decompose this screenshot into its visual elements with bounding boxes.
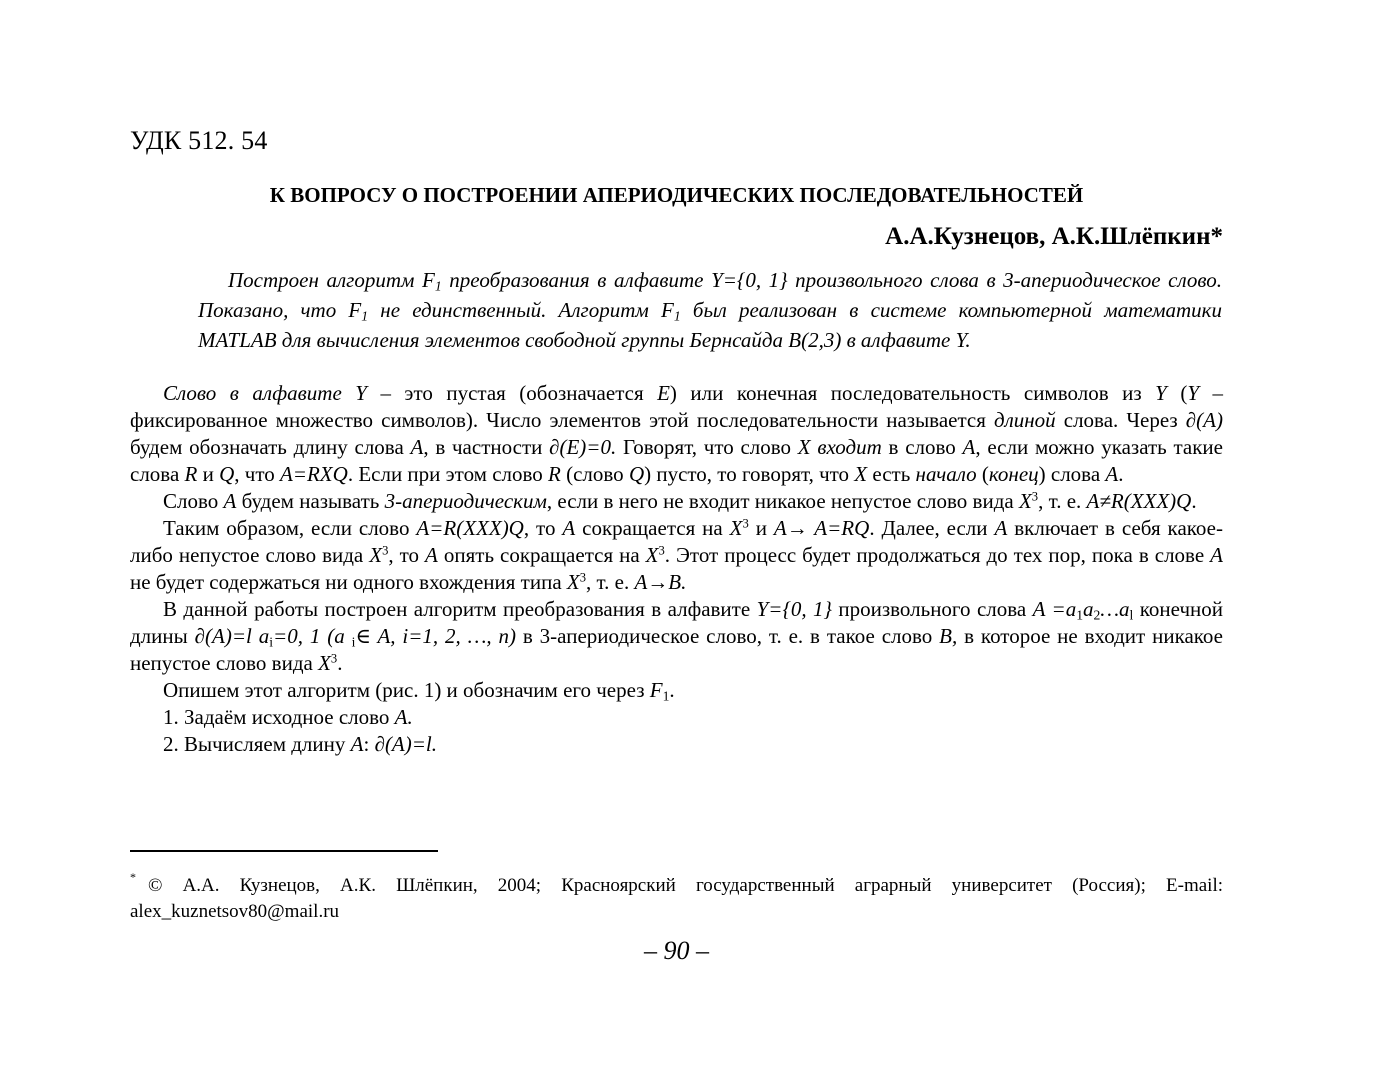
abstract: Построен алгоритм $F_1$ преобразования в алфавите Y={0, 1} произвольного слова в 3-апериодическое слово. Показано, что $F_1$ не единственный. Алгоритм $F_1$ был реализован в системе компьютерной математики MATLAB для вычисления элементов свободной группы Бернсайда B(2,3) в алфавите Y. [198,268,1222,352]
article-authors: А.А.Кузнецов, А.К.Шлёпкин* [885,223,1223,250]
paragraph-reduction: Таким образом, если слово A=R(XXX)Q, то A сокращается на $X^3$ и A→ A=RQ. Далее, если A включает в себя какое-либо непустое слово вида $X^3$, то A опять сокращается на $X^3$. Этот процесс будет продолжаться до тех пор, пока в слове A не будет содержаться ни одного вхождения типа $X^3$, т. е. A→B. [130,516,1223,594]
footnote-divider [130,850,438,852]
footnote-text: © А.А. Кузнецов, А.К. Шлёпкин, 2004; Красноярский государственный аграрный университет (Россия); E-mail: alex_kuznetsov80@mail.ru [130,875,1223,922]
paragraph-definition: Слово в алфавите Y – это пустая (обозначается E) или конечная последовательность символов из Y (Y – фиксированное множество символов). Число элементов этой последовательности называется длиной слова. Через ∂(A) будем обозначать длину слова A, в частности ∂(E)=0. Говорят, что слово X входит в слово A, если можно указать такие слова R и Q, что A=RXQ. Если при этом слово R (слово Q) пусто, то говорят, что X есть начало (конец) слова A. [130,381,1223,486]
article-body [130,380,1223,758]
footnote [130,864,1223,925]
udk-code: УДК 512. 54 [130,126,268,155]
paragraph-describe: Опишем этот алгоритм (рис. 1) и обозначим его через $F_1$. [163,678,675,704]
article-title: К ВОПРОСУ О ПОСТРОЕНИИ АПЕРИОДИЧЕСКИХ ПОСЛЕДОВАТЕЛЬНОСТЕЙ [269,183,1084,207]
footnote-mark: * [130,870,136,884]
step-2: 2. Вычисляем длину A: ∂(A)=l. [163,732,438,756]
paragraph-aperiodic: Слово A будем называть 3-апериодическим, если в него не входит никакое непустое слово вида $X^3$, т. е. A≠R(XXX)Q. [163,489,1197,513]
page-number: – 90 – [644,936,709,965]
paragraph-algorithm-intro: В данной работы построен алгоритм преобразования в алфавите Y={0, 1} произвольного слова $A =a_1a_2\dots a_l$ конечной длины ∂(A)=l $a_i=0$, 1 (a $_i$∈ A, i=1, 2, …, n) в 3-апериодическое слово, т. е. в такое слово B, в которое не входит никакое непустое слово вида $X^3$. [130,597,1223,675]
step-1: 1. Задаём исходное слово A. [163,705,413,729]
